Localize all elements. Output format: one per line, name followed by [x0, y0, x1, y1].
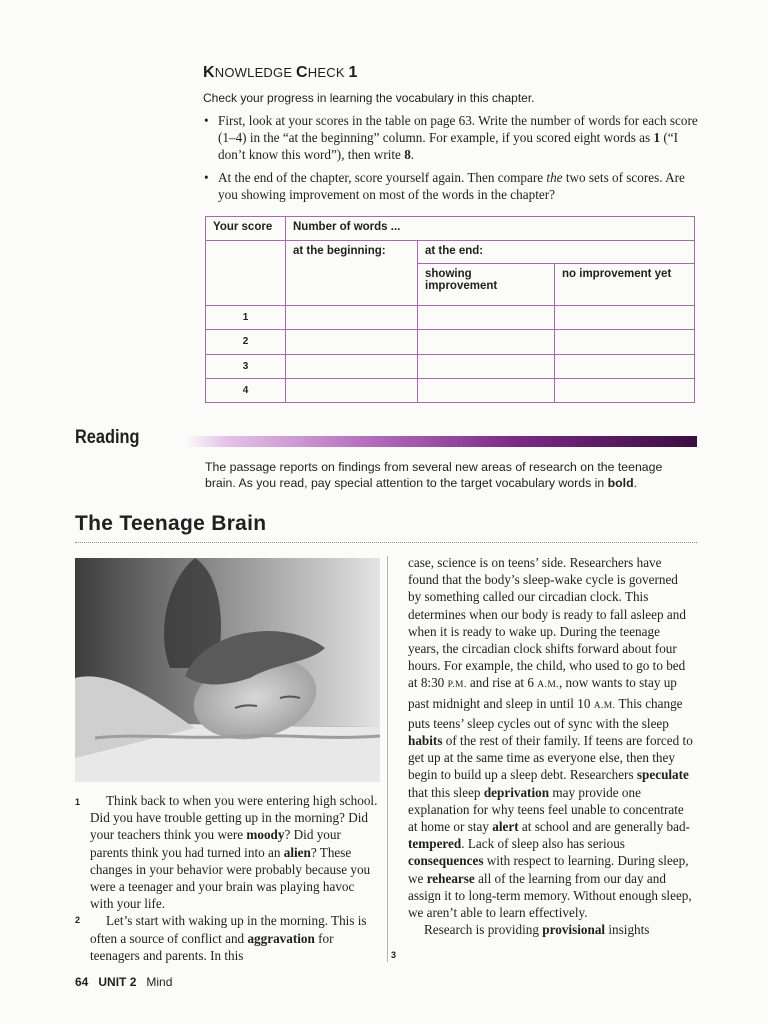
- article-column-right: [408, 554, 694, 938]
- bold-text: 1: [653, 130, 661, 145]
- text: insights: [605, 922, 650, 938]
- entry-cell[interactable]: [555, 378, 695, 402]
- paragraph-number: 2: [75, 915, 81, 925]
- reading-gradient-bar: [185, 436, 697, 447]
- text: with respect to learning. During sleep, we: [408, 853, 689, 886]
- table-row: [206, 330, 695, 354]
- instruction-2: [203, 169, 698, 203]
- entry-cell[interactable]: [286, 354, 418, 378]
- knowledge-check-subtitle: Check your progress in learning the vocabulary in this chapter.: [203, 91, 535, 105]
- title-part-heck: HECK: [307, 65, 349, 80]
- paragraph-2-start: [90, 912, 380, 964]
- table-row: [206, 354, 695, 378]
- entry-cell[interactable]: [418, 306, 555, 330]
- vocab-word: rehearse: [426, 870, 475, 886]
- score-table: [205, 216, 695, 403]
- article-column-left: [90, 792, 380, 964]
- text: may provide one explanation for why teens feel unable to concentrate at home or stay: [408, 784, 684, 835]
- entry-cell[interactable]: [555, 354, 695, 378]
- text: for teenagers and parents. In this: [90, 930, 334, 963]
- entry-cell[interactable]: [418, 330, 555, 354]
- vocab-word: moody: [246, 827, 285, 843]
- small-caps-text: A.M.: [537, 680, 559, 691]
- vocab-word: provisional: [542, 922, 606, 938]
- entry-cell[interactable]: [286, 378, 418, 402]
- vocab-word: deprivation: [483, 784, 550, 800]
- sleeping-teen-photo: [75, 558, 380, 782]
- text: At the end of the chapter, score yourself again. Then compare: [218, 170, 547, 185]
- text: First, look at your scores in the table on page 63. Write the number of words for each score (1–4) in the “at the beginning” column. For example, if you scored eight words as: [218, 113, 698, 145]
- text: case, science is on teens’ side. Researchers have found that the body’s sleep-wake cycle is governed by something called our circadian clock. This determines when our body is ready to fall asleep and when it is ready to wake up. During the teenage years, the circadian clock shifts forward about four hours. For example, the child, who used to go to bed at 8:30: [408, 555, 686, 691]
- entry-cell[interactable]: [555, 330, 695, 354]
- entry-cell[interactable]: [418, 354, 555, 378]
- vocab-word: habits: [408, 733, 443, 749]
- vocab-word: tempered: [408, 836, 462, 852]
- header-number-of-words: Number of words ...: [286, 217, 695, 241]
- table-row: [206, 378, 695, 402]
- text: (“I don’t know this word”), then write: [218, 130, 678, 162]
- dotted-divider: [75, 542, 697, 543]
- page-footer: [75, 975, 172, 989]
- entry-cell[interactable]: [286, 330, 418, 354]
- reading-heading: Reading: [75, 427, 140, 448]
- paragraph-1: [90, 792, 380, 912]
- text: that this sleep: [408, 784, 484, 800]
- entry-cell[interactable]: [555, 306, 695, 330]
- text: The passage reports on findings from several new areas of research on the teenage brain. As you read, pay special attention to the target vocabulary words in: [205, 460, 663, 490]
- bold-text: bold: [607, 476, 634, 490]
- instructions-list: [203, 112, 698, 209]
- title-part-nowledge: NOWLEDGE: [214, 65, 297, 80]
- paragraph-number: 3: [391, 950, 397, 960]
- vocab-word: consequences: [408, 853, 484, 869]
- text: ? Did your parents think you had turned into an: [90, 827, 341, 860]
- title-number: 1: [348, 64, 358, 81]
- score-value: 2: [206, 330, 286, 354]
- table-row: [206, 306, 695, 330]
- header-no-improvement: no improvement yet: [555, 264, 695, 306]
- page-number: 64: [75, 975, 89, 989]
- text: Think back to when you were entering high school. Did you have trouble getting up in the morning? Did your teachers think you were: [90, 793, 378, 843]
- score-value: 3: [206, 354, 286, 378]
- entry-cell[interactable]: [286, 306, 418, 330]
- header-at-beginning: at the beginning:: [286, 241, 418, 306]
- small-caps-text: P.M.: [447, 680, 467, 691]
- header-showing-improvement: showing improvement: [418, 264, 555, 306]
- text: all of the learning from our day and assign it to long-term memory. Without enough sleep, we aren’t able to learn effectively.: [408, 870, 692, 921]
- text: .: [410, 147, 415, 162]
- text: ? These changes in your behavior were probably because you were a teenager and your brain was playing havoc with your life.: [90, 844, 371, 912]
- unit-topic: Mind: [146, 975, 173, 989]
- italic-text: the: [546, 170, 563, 185]
- article-title: The Teenage Brain: [75, 512, 267, 535]
- reading-intro: [205, 459, 695, 491]
- title-initial-c: C: [296, 64, 308, 81]
- text: and rise at 6: [466, 675, 538, 691]
- vocab-word: alien: [283, 844, 311, 860]
- score-value: 1: [206, 306, 286, 330]
- vocab-word: speculate: [636, 767, 689, 783]
- instruction-1: [203, 112, 698, 163]
- score-value: 4: [206, 378, 286, 402]
- blank-cell: [206, 264, 286, 306]
- paragraph-number: 1: [75, 797, 81, 807]
- paragraph-3: [408, 921, 694, 938]
- entry-cell[interactable]: [418, 378, 555, 402]
- title-initial-k: K: [203, 64, 215, 81]
- text: at school and are generally bad-: [518, 819, 690, 835]
- text: . Lack of sleep also has serious: [461, 836, 625, 852]
- paragraph-2-continued: [408, 554, 694, 921]
- unit-label: UNIT 2: [98, 975, 137, 989]
- text: This change puts teens’ sleep cycles out of sync with the sleep: [408, 695, 683, 731]
- text: .: [633, 476, 637, 490]
- knowledge-check-title: [203, 64, 358, 82]
- vocab-word: aggravation: [247, 930, 315, 946]
- text: of the rest of their family. If teens are forced to get up at the same time as everyone else, then they begin to build up a sleep debt. Researchers: [408, 733, 693, 783]
- bold-text: 8: [404, 147, 411, 162]
- vocab-word: alert: [492, 819, 519, 835]
- blank-cell: [206, 241, 286, 264]
- text: Research is providing: [424, 922, 543, 938]
- text: two sets of scores. Are you showing improvement on most of the words in the chapter?: [218, 170, 685, 202]
- column-divider: [387, 556, 388, 962]
- text: Let’s start with waking up in the morning. This is often a source of conflict and: [90, 913, 367, 946]
- small-caps-text: A.M.: [593, 700, 616, 711]
- text: , now wants to stay up past midnight and sleep in until 10: [408, 675, 677, 711]
- header-your-score: Your score: [206, 217, 286, 241]
- header-at-end: at the end:: [418, 241, 695, 264]
